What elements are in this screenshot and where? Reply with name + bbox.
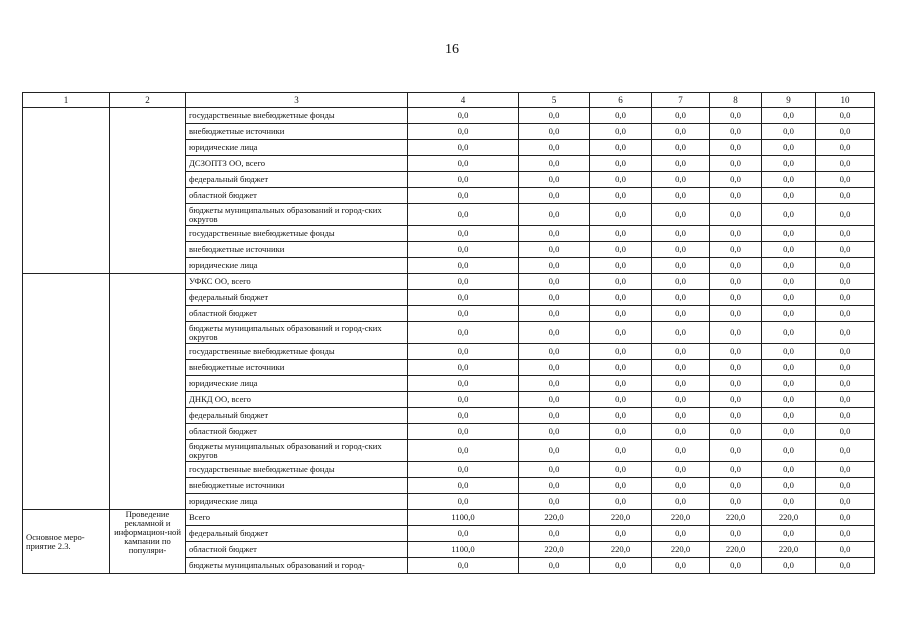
- value-cell: 0,0: [519, 526, 590, 542]
- value-cell: 0,0: [408, 424, 519, 440]
- col-header: 9: [762, 93, 816, 108]
- value-cell: 0,0: [408, 108, 519, 124]
- value-cell: 0,0: [519, 462, 590, 478]
- value-cell: 0,0: [710, 558, 762, 574]
- value-cell: 0,0: [519, 376, 590, 392]
- value-cell: 0,0: [519, 494, 590, 510]
- value-cell: 220,0: [652, 510, 710, 526]
- value-cell: 0,0: [519, 344, 590, 360]
- value-cell: 0,0: [408, 188, 519, 204]
- value-cell: 0,0: [652, 360, 710, 376]
- value-cell: 0,0: [652, 344, 710, 360]
- funding-source-label: областной бюджет: [186, 424, 408, 440]
- value-cell: 220,0: [652, 542, 710, 558]
- value-cell: 0,0: [762, 124, 816, 140]
- value-cell: 0,0: [408, 408, 519, 424]
- value-cell: 0,0: [816, 542, 875, 558]
- funding-source-label: внебюджетные источники: [186, 242, 408, 258]
- value-cell: 0,0: [762, 526, 816, 542]
- value-cell: 0,0: [652, 440, 710, 462]
- value-cell: 0,0: [590, 124, 652, 140]
- value-cell: 0,0: [762, 204, 816, 226]
- value-cell: 0,0: [408, 462, 519, 478]
- value-cell: 0,0: [590, 274, 652, 290]
- value-cell: 0,0: [816, 392, 875, 408]
- value-cell: 0,0: [408, 392, 519, 408]
- value-cell: 0,0: [710, 258, 762, 274]
- value-cell: 0,0: [590, 376, 652, 392]
- value-cell: 0,0: [590, 204, 652, 226]
- value-cell: 0,0: [408, 344, 519, 360]
- funding-source-label: УФКС ОО, всего: [186, 274, 408, 290]
- value-cell: 0,0: [408, 360, 519, 376]
- value-cell: 0,0: [652, 376, 710, 392]
- value-cell: 0,0: [710, 360, 762, 376]
- value-cell: 0,0: [408, 290, 519, 306]
- measure-cell: [110, 108, 186, 274]
- value-cell: 0,0: [816, 424, 875, 440]
- value-cell: 0,0: [408, 478, 519, 494]
- value-cell: 0,0: [590, 242, 652, 258]
- value-cell: 0,0: [519, 408, 590, 424]
- value-cell: 0,0: [652, 108, 710, 124]
- page-number: 16: [445, 42, 459, 57]
- value-cell: 0,0: [816, 226, 875, 242]
- value-cell: 0,0: [710, 204, 762, 226]
- value-cell: 0,0: [762, 392, 816, 408]
- value-cell: 0,0: [710, 226, 762, 242]
- value-cell: 0,0: [652, 322, 710, 344]
- value-cell: 0,0: [816, 526, 875, 542]
- value-cell: 0,0: [590, 424, 652, 440]
- value-cell: 0,0: [590, 290, 652, 306]
- value-cell: 0,0: [816, 376, 875, 392]
- value-cell: 0,0: [762, 242, 816, 258]
- value-cell: 0,0: [590, 526, 652, 542]
- value-cell: 0,0: [762, 408, 816, 424]
- funding-source-label: юридические лица: [186, 140, 408, 156]
- value-cell: 0,0: [590, 108, 652, 124]
- value-cell: 0,0: [652, 408, 710, 424]
- value-cell: 0,0: [652, 494, 710, 510]
- value-cell: 0,0: [816, 258, 875, 274]
- col-header: 7: [652, 93, 710, 108]
- event-cell: [23, 274, 110, 510]
- value-cell: 0,0: [408, 376, 519, 392]
- col-header: 5: [519, 93, 590, 108]
- value-cell: 0,0: [816, 172, 875, 188]
- value-cell: 0,0: [816, 124, 875, 140]
- value-cell: 0,0: [816, 462, 875, 478]
- value-cell: 220,0: [519, 510, 590, 526]
- event-name: Основное меро-приятие 2.3.: [23, 510, 110, 574]
- value-cell: 0,0: [710, 344, 762, 360]
- funding-source-label: внебюджетные источники: [186, 360, 408, 376]
- value-cell: 0,0: [590, 558, 652, 574]
- value-cell: 0,0: [590, 494, 652, 510]
- value-cell: 0,0: [762, 494, 816, 510]
- value-cell: 0,0: [652, 558, 710, 574]
- value-cell: 0,0: [590, 344, 652, 360]
- value-cell: 0,0: [762, 156, 816, 172]
- value-cell: 0,0: [816, 360, 875, 376]
- value-cell: 0,0: [710, 424, 762, 440]
- value-cell: 0,0: [652, 172, 710, 188]
- value-cell: 0,0: [762, 108, 816, 124]
- value-cell: 0,0: [590, 226, 652, 242]
- value-cell: 0,0: [816, 290, 875, 306]
- value-cell: 0,0: [408, 306, 519, 322]
- value-cell: 0,0: [816, 274, 875, 290]
- value-cell: 0,0: [762, 226, 816, 242]
- value-cell: 0,0: [710, 440, 762, 462]
- table-row: [23, 108, 875, 124]
- value-cell: 0,0: [519, 360, 590, 376]
- budget-table: [22, 92, 875, 574]
- value-cell: 0,0: [519, 558, 590, 574]
- value-cell: 0,0: [710, 188, 762, 204]
- value-cell: 0,0: [519, 424, 590, 440]
- value-cell: 0,0: [408, 494, 519, 510]
- value-cell: 0,0: [519, 124, 590, 140]
- value-cell: 0,0: [816, 156, 875, 172]
- funding-source-label: федеральный бюджет: [186, 172, 408, 188]
- funding-source-label: юридические лица: [186, 258, 408, 274]
- value-cell: 0,0: [710, 274, 762, 290]
- value-cell: 0,0: [762, 344, 816, 360]
- funding-source-label: федеральный бюджет: [186, 290, 408, 306]
- funding-source-label: государственные внебюджетные фонды: [186, 462, 408, 478]
- value-cell: 0,0: [519, 172, 590, 188]
- value-cell: 0,0: [710, 392, 762, 408]
- value-cell: 0,0: [519, 440, 590, 462]
- value-cell: 0,0: [408, 156, 519, 172]
- value-cell: 0,0: [519, 226, 590, 242]
- value-cell: 0,0: [519, 188, 590, 204]
- value-cell: 0,0: [590, 478, 652, 494]
- value-cell: 0,0: [710, 124, 762, 140]
- value-cell: 0,0: [590, 172, 652, 188]
- value-cell: 0,0: [408, 140, 519, 156]
- value-cell: 0,0: [408, 172, 519, 188]
- value-cell: 0,0: [710, 140, 762, 156]
- value-cell: 0,0: [590, 140, 652, 156]
- value-cell: 0,0: [519, 204, 590, 226]
- value-cell: 0,0: [408, 226, 519, 242]
- value-cell: 0,0: [408, 124, 519, 140]
- value-cell: 0,0: [652, 462, 710, 478]
- value-cell: 0,0: [762, 274, 816, 290]
- value-cell: 0,0: [816, 440, 875, 462]
- value-cell: 0,0: [710, 242, 762, 258]
- value-cell: 0,0: [519, 140, 590, 156]
- value-cell: 0,0: [710, 526, 762, 542]
- funding-source-label: федеральный бюджет: [186, 408, 408, 424]
- value-cell: 0,0: [710, 322, 762, 344]
- value-cell: 0,0: [816, 322, 875, 344]
- value-cell: 0,0: [762, 322, 816, 344]
- value-cell: 0,0: [710, 108, 762, 124]
- value-cell: 0,0: [710, 408, 762, 424]
- value-cell: 0,0: [652, 526, 710, 542]
- value-cell: 0,0: [652, 306, 710, 322]
- value-cell: 0,0: [408, 322, 519, 344]
- value-cell: 0,0: [590, 188, 652, 204]
- value-cell: 0,0: [519, 322, 590, 344]
- col-header: 8: [710, 93, 762, 108]
- value-cell: 220,0: [710, 510, 762, 526]
- value-cell: 0,0: [652, 124, 710, 140]
- funding-source-label: юридические лица: [186, 376, 408, 392]
- value-cell: 0,0: [816, 510, 875, 526]
- value-cell: 0,0: [762, 258, 816, 274]
- funding-source-label: бюджеты муниципальных образований и город-ских округов: [186, 322, 408, 344]
- value-cell: 0,0: [816, 108, 875, 124]
- funding-source-label: бюджеты муниципальных образований и город-ских округов: [186, 440, 408, 462]
- measure-cell: [110, 274, 186, 510]
- value-cell: 0,0: [590, 392, 652, 408]
- funding-source-label: бюджеты муниципальных образований и город-: [186, 558, 408, 574]
- value-cell: 1100,0: [408, 542, 519, 558]
- funding-source-label: федеральный бюджет: [186, 526, 408, 542]
- value-cell: 0,0: [519, 258, 590, 274]
- value-cell: 0,0: [652, 226, 710, 242]
- funding-source-label: ДНКД ОО, всего: [186, 392, 408, 408]
- value-cell: 0,0: [710, 172, 762, 188]
- value-cell: 0,0: [652, 242, 710, 258]
- value-cell: 0,0: [652, 140, 710, 156]
- col-header: 1: [23, 93, 110, 108]
- value-cell: 0,0: [408, 440, 519, 462]
- value-cell: 0,0: [762, 376, 816, 392]
- value-cell: 0,0: [408, 258, 519, 274]
- value-cell: 0,0: [652, 478, 710, 494]
- value-cell: 0,0: [710, 376, 762, 392]
- value-cell: 220,0: [762, 510, 816, 526]
- col-header: 4: [408, 93, 519, 108]
- value-cell: 0,0: [762, 424, 816, 440]
- funding-source-label: государственные внебюджетные фонды: [186, 226, 408, 242]
- value-cell: 220,0: [590, 542, 652, 558]
- value-cell: 0,0: [816, 558, 875, 574]
- funding-source-label: областной бюджет: [186, 188, 408, 204]
- table-row: [23, 274, 875, 290]
- value-cell: 0,0: [816, 188, 875, 204]
- value-cell: 220,0: [519, 542, 590, 558]
- value-cell: 0,0: [408, 274, 519, 290]
- value-cell: 0,0: [762, 140, 816, 156]
- value-cell: 0,0: [710, 290, 762, 306]
- value-cell: 0,0: [519, 290, 590, 306]
- value-cell: 0,0: [519, 108, 590, 124]
- value-cell: 0,0: [710, 462, 762, 478]
- value-cell: 0,0: [408, 204, 519, 226]
- value-cell: 0,0: [652, 424, 710, 440]
- value-cell: 0,0: [652, 258, 710, 274]
- table-body: [23, 108, 875, 574]
- value-cell: 0,0: [519, 392, 590, 408]
- value-cell: 0,0: [408, 558, 519, 574]
- value-cell: 0,0: [590, 360, 652, 376]
- funding-source-label: областной бюджет: [186, 306, 408, 322]
- value-cell: 0,0: [816, 408, 875, 424]
- value-cell: 0,0: [710, 156, 762, 172]
- value-cell: 0,0: [590, 306, 652, 322]
- value-cell: 0,0: [652, 392, 710, 408]
- value-cell: 0,0: [710, 478, 762, 494]
- funding-source-label: областной бюджет: [186, 542, 408, 558]
- funding-source-label: бюджеты муниципальных образований и город-ских округов: [186, 204, 408, 226]
- col-header: 10: [816, 93, 875, 108]
- value-cell: 0,0: [408, 242, 519, 258]
- value-cell: 0,0: [710, 306, 762, 322]
- col-header: 3: [186, 93, 408, 108]
- value-cell: 0,0: [710, 494, 762, 510]
- value-cell: 0,0: [762, 188, 816, 204]
- value-cell: 0,0: [816, 306, 875, 322]
- value-cell: 0,0: [519, 156, 590, 172]
- value-cell: 0,0: [519, 306, 590, 322]
- funding-source-label: внебюджетные источники: [186, 478, 408, 494]
- value-cell: 0,0: [762, 440, 816, 462]
- value-cell: 0,0: [590, 258, 652, 274]
- funding-source-label: Всего: [186, 510, 408, 526]
- value-cell: 220,0: [710, 542, 762, 558]
- value-cell: 0,0: [652, 204, 710, 226]
- value-cell: 0,0: [519, 242, 590, 258]
- value-cell: 0,0: [762, 306, 816, 322]
- value-cell: 0,0: [590, 462, 652, 478]
- header-row: [23, 93, 875, 108]
- funding-source-label: внебюджетные источники: [186, 124, 408, 140]
- event-cell: [23, 108, 110, 274]
- value-cell: 0,0: [408, 526, 519, 542]
- value-cell: 0,0: [652, 274, 710, 290]
- value-cell: 0,0: [762, 290, 816, 306]
- value-cell: 0,0: [652, 188, 710, 204]
- value-cell: 0,0: [652, 156, 710, 172]
- value-cell: 0,0: [762, 172, 816, 188]
- col-header: 6: [590, 93, 652, 108]
- value-cell: 0,0: [816, 204, 875, 226]
- funding-source-label: юридические лица: [186, 494, 408, 510]
- value-cell: 0,0: [762, 478, 816, 494]
- value-cell: 0,0: [816, 242, 875, 258]
- value-cell: 0,0: [762, 558, 816, 574]
- value-cell: 0,0: [590, 156, 652, 172]
- funding-source-label: ДСЗОПТЗ ОО, всего: [186, 156, 408, 172]
- table-row: [23, 510, 875, 526]
- col-header: 2: [110, 93, 186, 108]
- value-cell: 0,0: [816, 494, 875, 510]
- value-cell: 0,0: [590, 440, 652, 462]
- value-cell: 0,0: [519, 274, 590, 290]
- value-cell: 0,0: [816, 478, 875, 494]
- funding-source-label: государственные внебюджетные фонды: [186, 108, 408, 124]
- value-cell: 0,0: [590, 322, 652, 344]
- value-cell: 220,0: [762, 542, 816, 558]
- value-cell: 0,0: [816, 344, 875, 360]
- funding-source-label: государственные внебюджетные фонды: [186, 344, 408, 360]
- value-cell: 0,0: [816, 140, 875, 156]
- value-cell: 0,0: [762, 360, 816, 376]
- value-cell: 0,0: [652, 290, 710, 306]
- value-cell: 0,0: [519, 478, 590, 494]
- value-cell: 0,0: [762, 462, 816, 478]
- value-cell: 0,0: [590, 408, 652, 424]
- measure-description: Проведение рекламной и информацион-ной кампании по популяри-: [110, 510, 186, 574]
- value-cell: 220,0: [590, 510, 652, 526]
- value-cell: 1100,0: [408, 510, 519, 526]
